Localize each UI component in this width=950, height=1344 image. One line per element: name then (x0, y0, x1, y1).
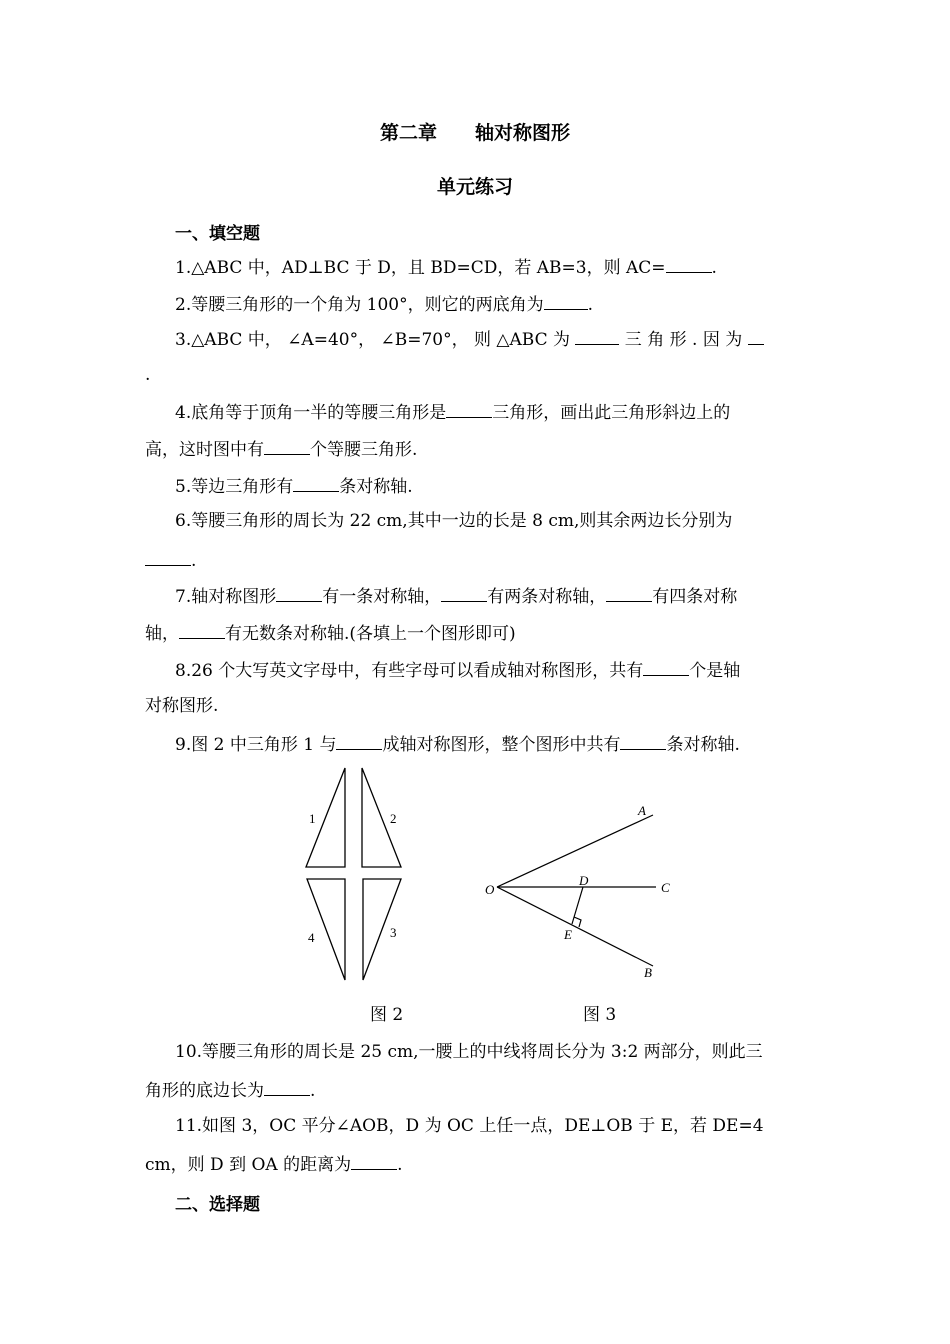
question-7-text-e: 轴， (145, 624, 179, 644)
figure-3 (497, 815, 656, 966)
question-10-text-a: 10.等腰三角形的周长是 25 cm,一腰上的中线将周长分为 3:2 两部分，则此三 (175, 1042, 763, 1062)
question-7-text-c: 有两条对称轴， (487, 587, 607, 607)
ray-OB (497, 887, 653, 966)
label-A: A (638, 803, 646, 818)
chapter-title: 第二章 轴对称图形 (379, 122, 570, 144)
figure-2-caption: 图 2 (370, 1005, 404, 1025)
label-4: 4 (308, 930, 315, 945)
question-1-text: 1.△ABC 中，AD⊥BC 于 D，且 BD=CD，若 AB=3，则 AC= (175, 258, 666, 278)
question-10-text-b: 角形的底边长为 (145, 1081, 264, 1101)
ray-OA (497, 815, 653, 887)
section-fill-blank: 一、填空题 (175, 224, 260, 244)
question-4-text-a: 4.底角等于顶角一半的等腰三角形是 (175, 403, 447, 423)
question-10-line1 (175, 1042, 763, 1062)
right-angle-mark (574, 917, 581, 927)
question-8-text-c: 对称图形. (145, 696, 219, 716)
answer-blank[interactable] (351, 1153, 397, 1170)
figure-3-caption: 图 3 (583, 1005, 617, 1025)
label-D: D (579, 873, 589, 888)
question-11-line1 (175, 1116, 764, 1136)
question-2: 2.等腰三角形的一个角为 100°，则它的两底角为 . (175, 295, 593, 315)
figure-2 (306, 768, 401, 980)
question-3-text-b: 三 角 形 . 因 为 (624, 330, 743, 350)
question-9-text-c: 条对称轴. (666, 735, 740, 755)
question-8-text-a: 8.26 个大写英文字母中，有些字母可以看成轴对称图形，共有 (175, 661, 644, 681)
answer-blank[interactable] (264, 1079, 310, 1096)
question-11-text-b: cm，则 D 到 OA 的距离为 (145, 1155, 352, 1175)
question-7-text-b: 有一条对称轴， (322, 587, 442, 607)
label-C: C (661, 880, 670, 895)
question-11-text-a: 11.如图 3，OC 平分∠AOB，D 为 OC 上任一点，DE⊥OB 于 E，若 DE=4 (175, 1116, 764, 1136)
section-multiple-choice: 二、选择题 (175, 1195, 260, 1215)
question-2-text: 2.等腰三角形的一个角为 100°，则它的两底角为 (175, 295, 544, 315)
label-3: 3 (390, 925, 397, 940)
question-1: 1.△ABC 中，AD⊥BC 于 D，且 BD=CD，若 AB=3，则 AC= . (175, 258, 717, 278)
question-8-text-b: 个是轴 (689, 661, 741, 681)
question-3-text-a: 3.△ABC 中， ∠A=40°， ∠B=70°， 则 △ABC 为 (175, 330, 570, 350)
question-5-text-b: 条对称轴. (339, 477, 413, 497)
question-6-end: . (145, 549, 196, 571)
label-1: 1 (309, 811, 316, 826)
question-7-text-a: 7.轴对称图形 (175, 587, 277, 607)
question-7-text-d: 有四条对称 (652, 587, 738, 607)
page-subtitle: 单元练习 (436, 176, 513, 198)
question-9-text-b: 成轴对称图形，整个图形中共有 (382, 735, 621, 755)
question-9-text-a: 9.图 2 中三角形 1 与 (175, 735, 337, 755)
label-B: B (644, 965, 652, 980)
question-4-text-d: 个等腰三角形. (310, 440, 418, 460)
question-7-text-f: 有无数条对称轴.(各填上一个图形即可) (225, 624, 516, 644)
question-4-text-c: 高，这时图中有 (145, 440, 264, 460)
question-4-text-b: 三角形，画出此三角形斜边上的 (492, 403, 731, 423)
label-O: O (485, 882, 495, 897)
question-10-line2: 角形的底边长为 . (145, 1081, 316, 1101)
question-11-line2: cm，则 D 到 OA 的距离为 . (145, 1155, 403, 1175)
question-5-text-a: 5.等边三角形有 (175, 477, 294, 497)
question-3-end: . (145, 365, 151, 385)
question-6-text: 6.等腰三角形的周长为 22 cm,其中一边的长是 8 cm,则其余两边长分别为 (175, 511, 733, 531)
label-E: E (564, 927, 572, 942)
label-2: 2 (390, 811, 397, 826)
